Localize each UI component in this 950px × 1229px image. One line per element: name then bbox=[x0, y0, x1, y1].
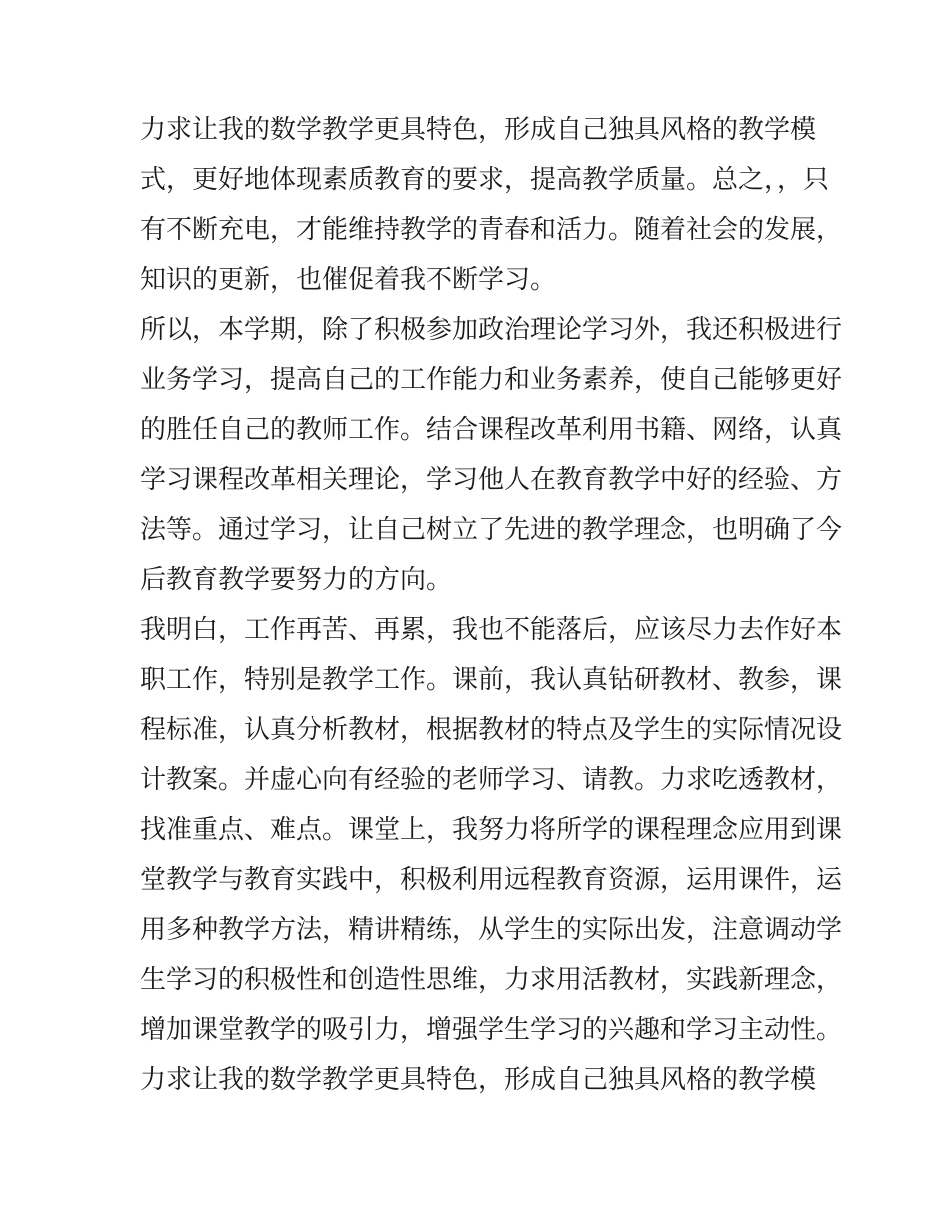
text-line: 我明白，工作再苦、再累，我也不能落后，应该尽力去作好本 bbox=[140, 615, 843, 645]
text-line: 业务学习，提高自己的工作能力和业务素养，使自己能够更好 bbox=[140, 365, 843, 395]
text-line: 计教案。并虚心向有经验的老师学习、请教。力求吃透教材， bbox=[140, 765, 843, 795]
text-line: 力求让我的数学教学更具特色，形成自己独具风格的教学模 bbox=[140, 115, 817, 145]
text-line: 堂教学与教育实践中，积极利用远程教育资源，运用课件，运 bbox=[140, 865, 843, 895]
text-line: 式，更好地体现素质教育的要求，提高教学质量。总之，，只 bbox=[140, 165, 830, 195]
text-line: 知识的更新，也催促着我不断学习。 bbox=[140, 265, 557, 295]
text-line: 法等。通过学习，让自己树立了先进的教学理念，也明确了今 bbox=[140, 515, 843, 545]
text-line: 生学习的积极性和创造性思维，力求用活教材，实践新理念， bbox=[140, 965, 843, 995]
text-line: 有不断充电，才能维持教学的青春和活力。随着社会的发展， bbox=[140, 215, 843, 245]
text-line: 的胜任自己的教师工作。结合课程改革利用书籍、网络，认真 bbox=[140, 415, 843, 445]
text-line: 学习课程改革相关理论，学习他人在教育教学中好的经验、方 bbox=[140, 465, 843, 495]
text-line: 程标准，认真分析教材，根据教材的特点及学生的实际情况设 bbox=[140, 715, 843, 745]
text-line: 职工作，特别是教学工作。课前，我认真钻研教材、教参，课 bbox=[140, 665, 843, 695]
text-line: 用多种教学方法，精讲精练，从学生的实际出发，注意调动学 bbox=[140, 915, 843, 945]
text-line: 力求让我的数学教学更具特色，形成自己独具风格的教学模 bbox=[140, 1065, 817, 1095]
text-line: 所以，本学期，除了积极参加政治理论学习外，我还积极进行 bbox=[140, 315, 843, 345]
text-line: 找准重点、难点。课堂上，我努力将所学的课程理念应用到课 bbox=[140, 815, 843, 845]
text-line: 增加课堂教学的吸引力，增强学生学习的兴趣和学习主动性。 bbox=[140, 1015, 843, 1045]
text-line: 后教育教学要努力的方向。 bbox=[140, 565, 453, 595]
